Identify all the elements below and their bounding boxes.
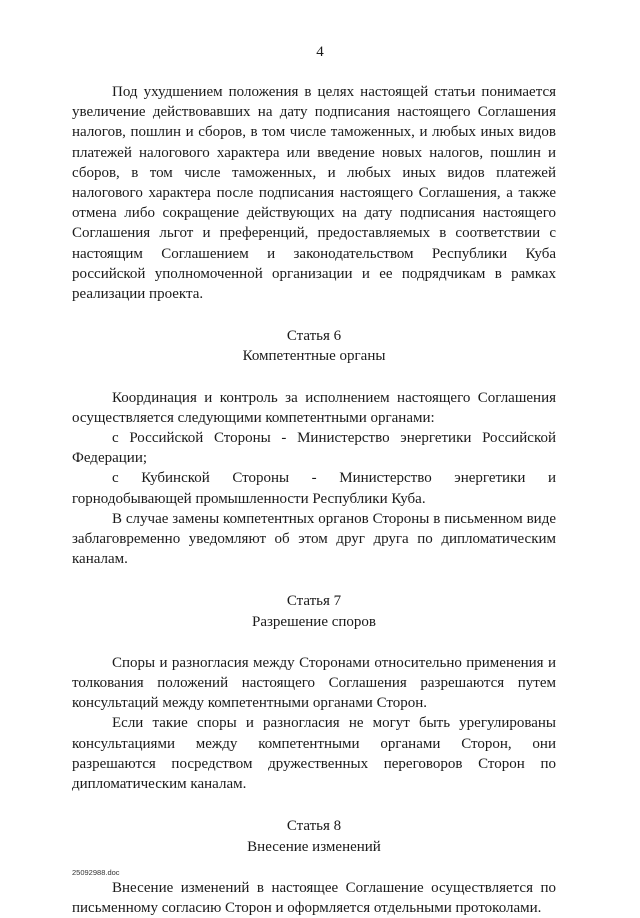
article-6-title: Компетентные органы: [242, 348, 386, 365]
intro-paragraph: Под ухудшением положения в целях настоящей статьи понимается увеличение действовавших на дату подписания настоящего Соглашения налогов, пошлин и сборов, в том числе таможенных, и любых иных видов платежей налогового характера или введение новых налогов, пошлин и сборов, в том числе таможенных, и любых иных видов платежей налогового характера после подписания настоящего Соглашения, а также отмена либо сокращение действующих на дату подписания настоящего Соглашения льгот и преференций, предоставляемых в соответствии с настоящим Соглашением и законодательством Республики Куба российской уполномоченной организации и ее подрядчикам в рамках реализации проекта.: [72, 84, 556, 303]
article-7-paragraph-2: Если такие споры и разногласия не могут быть урегулированы консультациями между компетентными органами Сторон, они разрешаются посредством дружественных переговоров Сторон по дипломатическим каналам.: [72, 715, 556, 793]
article-7-number: Статья 7: [286, 593, 342, 610]
article-6-number: Статья 6: [286, 328, 342, 345]
article-6-paragraph-1: Координация и контроль за исполнением настоящего Соглашения осуществляется следующими компетентными органами:: [72, 389, 556, 426]
article-6-item-2-line-1: с Кубинской Стороны - Министерство энергетики и: [112, 470, 556, 487]
article-6-item-2-line-2: горнодобывающей промышленности Республики Куба.: [72, 490, 426, 507]
document-body: [72, 82, 556, 918]
article-6-paragraph-2: В случае замены компетентных органов Стороны в письменном виде заблаговременно уведомляют об этом друг друга по дипломатическим каналам.: [72, 510, 556, 568]
article-7-paragraph-1: Споры и разногласия между Сторонами относительно применения и толкования положений настоящего Соглашения разрешаются путем консультаций между компетентными органами Сторон.: [72, 654, 556, 712]
article-7-title: Разрешение споров: [251, 613, 377, 630]
article-8-paragraph-1: Внесение изменений в настоящее Соглашение осуществляется по письменному согласию Сторон и оформляется отдельными протоколами.: [72, 879, 556, 916]
article-6-item-1-line-1: с Российской Стороны - Министерство энергетики Российской: [112, 430, 556, 447]
document-filename: 25092988.doc: [72, 868, 120, 877]
article-8-number: Статья 8: [286, 818, 342, 835]
page-number: 4: [316, 44, 324, 60]
article-8-title: Внесение изменений: [247, 838, 381, 855]
article-6-item-1-line-2: Федерации;: [72, 450, 148, 467]
